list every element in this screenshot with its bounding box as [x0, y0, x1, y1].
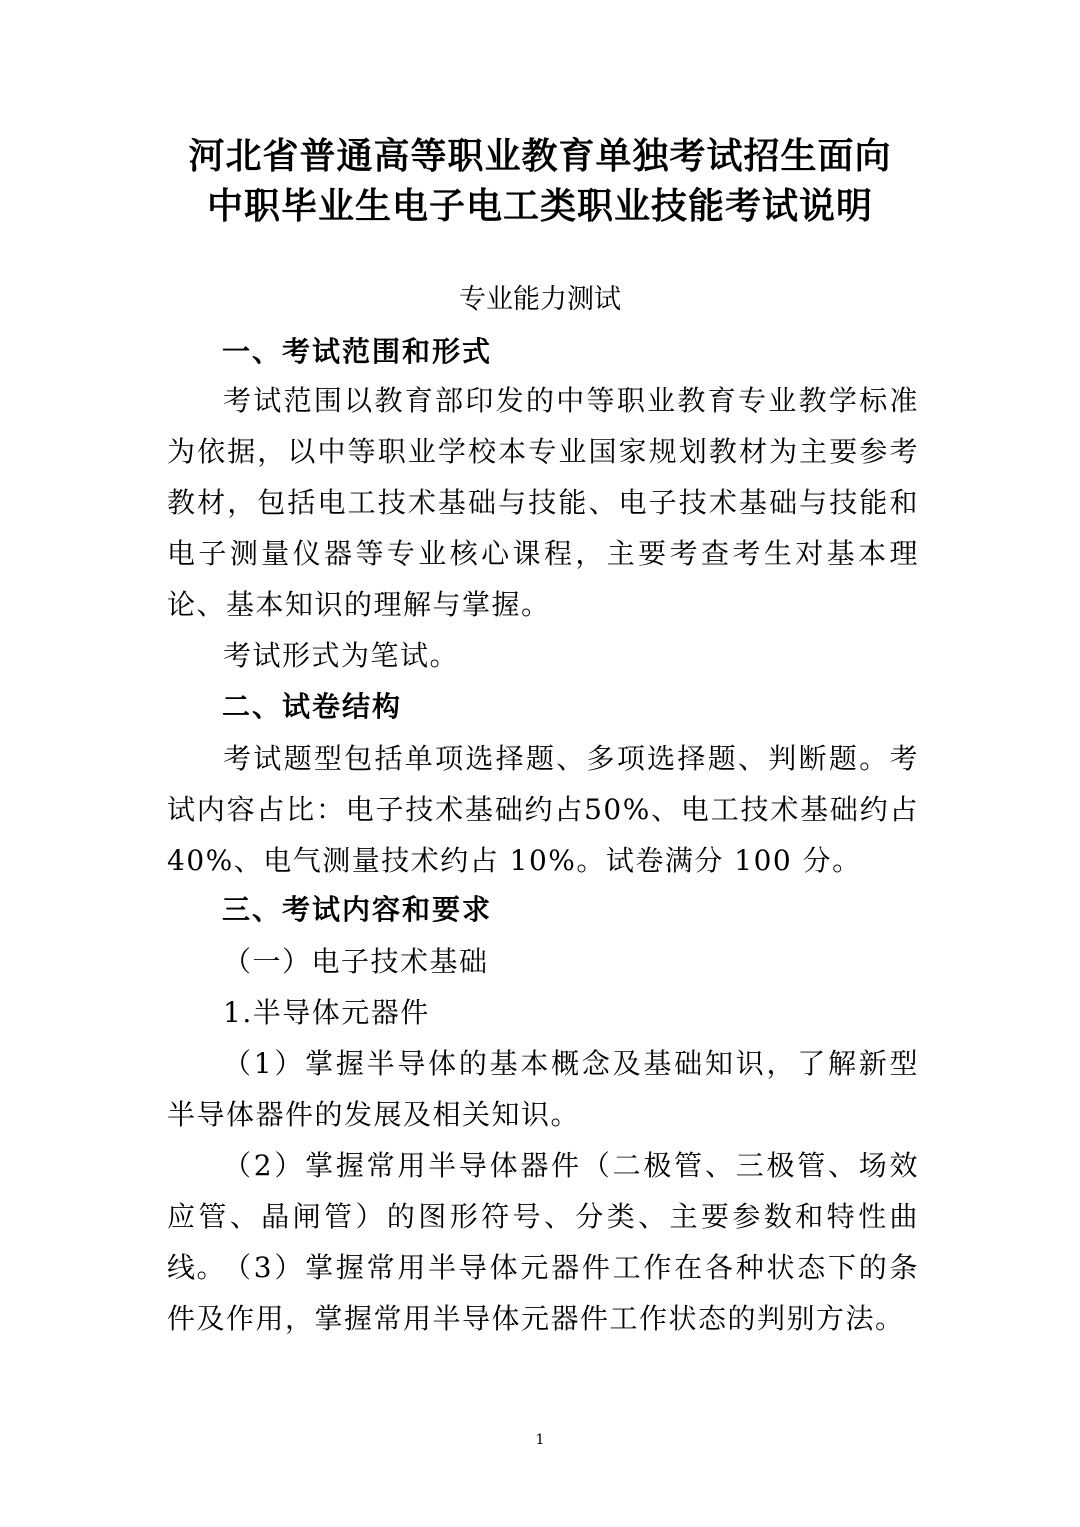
document-subtitle: 专业能力测试: [459, 284, 621, 315]
document-title-line-2: 中职毕业生电子电工类职业技能考试说明: [206, 186, 873, 227]
item-paragraph-3: （3）掌握常用半导体元器件工作在各种状态下的条件及作用，掌握常用半导体元器件工作状态的判别方法。: [167, 1251, 919, 1335]
document-title-line-1: 河北省普通高等职业教育单独考试招生面向: [188, 136, 892, 177]
item-heading-1: 1.半导体元器件: [223, 996, 430, 1029]
item-paragraph-1: （1）掌握半导体的基本概念及基础知识，了解新型半导体器件的发展及相关知识。: [167, 1047, 919, 1131]
section-heading-1: 一、考试范围和形式: [222, 335, 493, 368]
subsection-heading-1: （一）电子技术基础: [223, 945, 489, 978]
section-1-paragraph-1: 考试范围以教育部印发的中等职业教育专业教学标准为依据，以中等职业学校本专业国家规划教材为主要参考教材，包括电工技术基础与技能、电子技术基础与技能和电子测量仪器等专业核心课程，主要考查考生对基本理论、基本知识的理解与掌握。: [167, 384, 919, 621]
page-number: 1: [535, 1432, 545, 1448]
item-paragraph-2: （2）掌握常用半导体器件（二极管、三极管、场效应管、晶闸管）的图形符号、分类、主要参数和特性曲线。: [167, 1149, 919, 1284]
section-2-paragraph-1: 考试题型包括单项选择题、多项选择题、判断题。考试内容占比：电子技术基础约占50%、电工技术基础约占40%、电气测量技术约占 10%。试卷满分 100 分。: [167, 742, 919, 877]
section-1-paragraph-2: 考试形式为笔试。: [223, 639, 460, 672]
section-heading-3: 三、考试内容和要求: [222, 893, 493, 926]
section-heading-2: 二、试卷结构: [222, 690, 403, 723]
